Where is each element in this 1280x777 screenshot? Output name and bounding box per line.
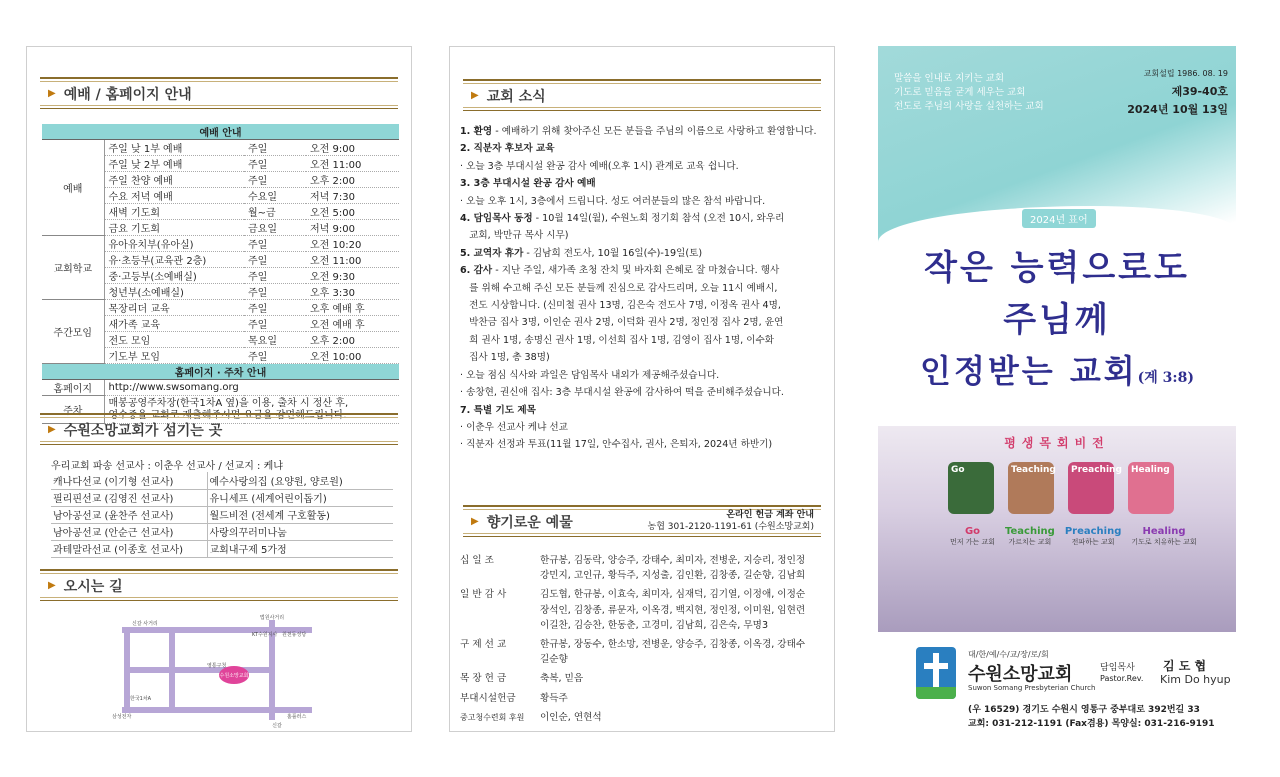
arrow-icon: ▶ [48, 424, 56, 435]
map-left-label: 삼성전자 [112, 714, 132, 720]
homepage-label: 홈페이지 [42, 380, 104, 396]
mission-cell: 캐나다선교 (이기형 선교사) [51, 472, 207, 489]
table-row [42, 236, 399, 252]
table-cell: 중·고등부(소예배실) [104, 268, 244, 284]
news-item [460, 245, 826, 262]
news-item [460, 436, 826, 453]
table-cell: 주일 [244, 172, 306, 188]
mission-cell: 필리핀선교 (김영진 선교사) [51, 489, 207, 506]
table-cell: 오전 11:00 [306, 156, 399, 172]
news-title: 교회 소식 [486, 88, 546, 105]
vision-card-label: Teaching [1011, 465, 1056, 475]
table-cell: 오전 9:30 [306, 268, 399, 284]
slogan-verse: (계 3:8) [1137, 370, 1194, 386]
offering-row [460, 587, 826, 633]
worship-section-header [40, 77, 398, 109]
news-item [460, 227, 826, 244]
news-text: - 예배하기 위해 찾아주신 모든 분들을 주님의 이름으로 사랑하고 환영합니다. [492, 126, 817, 137]
issue-info [1127, 68, 1228, 117]
news-item [460, 367, 826, 384]
table-cell: 수요일 [244, 188, 306, 204]
table-row [42, 300, 399, 316]
church-name: 수원소망교회 [968, 664, 1073, 685]
news-text: - 10월 14일(월), 수원노회 정기회 참석 (오전 10시, 와우리 [532, 213, 785, 225]
news-heading: 7. 특별 기도 제목 [460, 404, 536, 416]
news-heading: 1. 환영 [460, 126, 493, 137]
vision-sub [1005, 526, 1055, 547]
cover-panel [878, 46, 1236, 732]
founded-date: 교회설립 1986. 08. 19 [1143, 69, 1228, 78]
news-text: 박찬금 집사 3명, 이인순 권사 2명, 이덕화 권사 2명, 정인정 집사 2명, 윤연 [460, 317, 784, 329]
offering-line: 이길찬, 김승찬, 한동춘, 고경미, 김남희, 김은숙, 무명3 [540, 619, 769, 631]
vision-sub-en: Healing [1142, 526, 1186, 537]
church-address: (우 16529) 경기도 수원시 영통구 중부대로 392번길 33 [968, 705, 1200, 715]
offering-label: 중고청수련회 후원 [460, 712, 525, 722]
offering-line: 김도협, 한규봉, 이효숙, 최미자, 심재덕, 김기열, 이정애, 이정순 [540, 589, 806, 601]
news-text: 전도 시상합니다. (신미철 권사 13명, 김은숙 전도사 7명, 이정옥 권사 4명, [460, 300, 781, 312]
offering-label: 부대시설헌금 [460, 692, 516, 704]
news-text: · 직분자 선정과 투표(11월 17일, 안수집사, 권사, 은퇴자, 2024년 하반기) [460, 439, 773, 451]
offering-line: 한규봉, 김동락, 양승주, 강태수, 최미자, 전병운, 지승리, 정인정 [540, 555, 806, 566]
arrow-icon: ▶ [471, 516, 479, 527]
news-item [460, 175, 826, 192]
news-text: · 오늘 3층 부대시설 완공 감사 예배(오후 1시) 관계로 교육 쉽니다. [460, 160, 739, 172]
mission-table [51, 472, 393, 558]
news-item [460, 402, 826, 419]
worship-table [42, 124, 399, 424]
homepage-row [42, 380, 399, 396]
news-text: - 지난 주일, 새가족 초청 잔치 및 바자회 은혜로 잘 마쳤습니다. 행사 [492, 265, 780, 277]
map-center-label: 수원소망교회 [219, 673, 249, 679]
news-heading: 6. 감사 [460, 265, 493, 277]
table-cell: 목요일 [244, 332, 306, 348]
offering-row [460, 710, 826, 725]
table-cell: 오후 2:00 [306, 332, 399, 348]
offering-names [540, 710, 826, 725]
arrow-icon: ▶ [48, 580, 56, 591]
online-account-info [648, 509, 814, 533]
offering-names [540, 671, 826, 686]
news-item [460, 332, 826, 349]
table-cell: 주일 [244, 284, 306, 300]
worship-header: 예배 안내 [42, 124, 399, 140]
table-cell: 오전 5:00 [306, 204, 399, 220]
pastor-title: Pastor.Rev. [1100, 674, 1144, 683]
vision-title: 평생목회비전 [1004, 436, 1110, 450]
table-cell: 금요 기도회 [104, 220, 244, 236]
news-item [460, 158, 826, 175]
table-cell: 유·초등부(교육관 2층) [104, 252, 244, 268]
news-text: · 오늘 오후 1시, 3층에서 드립니다. 성도 여러분들의 많은 참석 바랍니다. [460, 195, 766, 207]
online-account: 농협 301-2120-1191-61 (수원소망교회) [647, 522, 814, 532]
slogan-line-3-text: 인정받는 교회 [920, 352, 1138, 390]
map-hy-label: 한국1차A [130, 696, 152, 702]
table-cell: 수요 저녁 예배 [104, 188, 244, 204]
map-topleft-label: 신갈 사거리 [132, 621, 158, 627]
mission-cell: 월드비전 (전세계 구호활동) [207, 506, 393, 523]
issue-date: 2024년 10월 13일 [1127, 103, 1228, 116]
offering-label: 일 반 감 사 [460, 589, 507, 601]
table-cell: 오후 3:30 [306, 284, 399, 300]
table-cell: 오전 예배 후 [306, 316, 399, 332]
table-cell: 오후 예배 후 [306, 300, 399, 316]
mission-cell: 유니세프 (세계어린이돕기) [207, 489, 393, 506]
news-text: 집사 1명, 총 38명) [460, 352, 550, 364]
offering-label: 구 제 선 교 [460, 639, 507, 651]
offering-line: 이인순, 연현석 [540, 711, 602, 723]
news-item [460, 280, 826, 297]
table-cell: 월~금 [244, 204, 306, 220]
offering-list [460, 553, 826, 729]
mission-cell: 사랑의꾸러미나눔 [207, 523, 393, 540]
table-cell: 주일 [244, 268, 306, 284]
mission-cell: 예수사랑의집 (요양원, 양로원) [207, 472, 393, 489]
table-cell: 주일 [244, 252, 306, 268]
offering-line: 한규봉, 장동수, 한소망, 전병운, 양승주, 김창종, 이옥경, 강태수 [540, 639, 806, 651]
offering-names [540, 691, 826, 706]
pastor-name-ko: 김 도 협 [1163, 659, 1207, 673]
offering-label: 십 일 조 [460, 555, 494, 566]
map-park-label: 원천동성당 [282, 632, 307, 638]
mission-row [51, 540, 393, 557]
parking-line: 매봉공영주차장(한국1차A 옆)을 이용, 출차 시 정산 후, [108, 397, 349, 409]
motto-line: 기도로 믿음을 굳게 세우는 교회 [894, 87, 1026, 98]
offering-line: 강민지, 고인규, 황득주, 지성출, 김인환, 김창종, 길순향, 김남희 [540, 570, 806, 582]
offering-names [540, 637, 826, 667]
worship-header-row [42, 124, 399, 140]
table-cell: 청년부(소예배실) [104, 284, 244, 300]
offering-names [540, 587, 826, 633]
news-text: - 김남희 전도사, 10월 16일(수)-19일(토) [523, 247, 703, 259]
vision-sub-ko: 전파하는 교회 [1071, 538, 1115, 546]
vision-image [878, 426, 1236, 632]
news-item [460, 210, 826, 227]
issue-number: 제39-40호 [1171, 85, 1228, 98]
table-cell: 유아유치부(유아실) [104, 236, 244, 252]
map-right-label: 홈플러스 [287, 714, 307, 720]
vision-sub-ko: 먼저 가는 교회 [950, 538, 996, 546]
table-cell: 목장리더 교육 [104, 300, 244, 316]
year-badge: 2024년 표어 [1022, 209, 1096, 228]
table-cell: 주일 낮 2부 예배 [104, 156, 244, 172]
news-list [460, 123, 826, 454]
table-cell: 주일 [244, 348, 306, 364]
mission-row [51, 489, 393, 506]
vision-sub-ko: 기도로 치유하는 교회 [1131, 538, 1197, 546]
online-title: 온라인 헌금 계좌 안내 [726, 510, 814, 520]
mission-row [51, 472, 393, 489]
mission-cell: 남아공선교 (안순근 선교사) [51, 523, 207, 540]
map-bottom-label: 신갈 [272, 723, 282, 729]
pastor-name-en: Kim Do hyup [1160, 673, 1231, 686]
offering-row [460, 637, 826, 667]
offering-title: 향기로운 예물 [486, 514, 573, 531]
table-cell: 주일 [244, 300, 306, 316]
table-cell: 오전 10:20 [306, 236, 399, 252]
parking-label: 주차 [42, 396, 104, 424]
arrow-icon: ▶ [48, 88, 56, 99]
vision-sub [1065, 526, 1122, 547]
news-heading: 3. 3층 부대시설 완공 감사 예배 [460, 178, 596, 190]
table-cell: 금요일 [244, 220, 306, 236]
map-top-label: 법원사거리 [259, 615, 285, 621]
mission-section-header [40, 413, 398, 445]
news-text: · 오늘 점심 식사와 과일은 담임목사 내외가 제공해주셨습니다. [460, 369, 720, 381]
vision-card [948, 462, 994, 514]
news-item [460, 384, 826, 401]
offering-line: 황득주 [540, 692, 568, 704]
offering-row [460, 671, 826, 686]
denomination: 대/한/예/수/교/장/로/회 [968, 650, 1049, 659]
homepage-url: http://www.swsomang.org [104, 380, 399, 396]
mission-cell: 교회내구제 5가정 [207, 540, 393, 557]
table-cell: 주일 [244, 140, 306, 156]
church-phone: 교회: 031-212-1191 (Fax겸용) 목양실: 031-216-9191 [968, 719, 1215, 729]
vision-sub-en: Teaching [1005, 526, 1055, 537]
news-text: 를 위해 수고해 주신 모든 분들께 진심으로 감사드리며, 오늘 11시 예배시, [460, 282, 778, 294]
map-mid-label: 영통구청 [207, 663, 227, 669]
vision-sub-ko: 가르치는 교회 [1008, 538, 1052, 546]
news-item [460, 123, 826, 140]
vision-card [1008, 462, 1054, 514]
offering-row [460, 691, 826, 706]
slogan-line-1: 작은 능력으로도 [924, 248, 1190, 288]
table-cell: 오전 11:00 [306, 252, 399, 268]
map-section-header [40, 569, 398, 601]
mission-title: 수원소망교회가 섬기는 곳 [63, 422, 223, 439]
location-map [112, 615, 332, 729]
offering-line: 장석인, 김창종, 류문자, 이옥경, 백지현, 정인정, 이미원, 임현련 [540, 604, 806, 616]
group-label: 주간모임 [42, 300, 104, 364]
table-cell: 저녁 7:30 [306, 188, 399, 204]
home-header-row [42, 364, 399, 380]
news-item [460, 349, 826, 366]
slogan-line-3 [878, 346, 1236, 392]
mission-row [51, 506, 393, 523]
vision-card-label: Healing [1131, 465, 1170, 475]
vision-sub-en: Preaching [1064, 526, 1122, 537]
vision-card-label: Preaching [1071, 465, 1122, 475]
news-item [460, 314, 826, 331]
table-row [42, 140, 399, 156]
offering-line: 길순향 [540, 654, 568, 666]
vision-card [1068, 462, 1122, 514]
table-cell: 주일 [244, 156, 306, 172]
motto-line: 말씀을 인내로 지키는 교회 [894, 73, 1005, 84]
news-heading: 5. 교역자 휴가 [460, 247, 524, 259]
motto-line: 전도로 주님의 사랑을 실천하는 교회 [894, 101, 1044, 112]
mission-intro: 우리교회 파송 선교사 : 이춘우 선교사 / 선교지 : 케냐 [51, 461, 283, 472]
table-cell: 주일 낮 1부 예배 [104, 140, 244, 156]
vision-sub [950, 526, 995, 547]
news-item [460, 140, 826, 157]
table-cell: 전도 모임 [104, 332, 244, 348]
news-text: · 이춘우 선교사 케냐 선교 [460, 421, 568, 433]
news-heading: 4. 담임목사 동정 [460, 213, 533, 225]
vision-sub [1131, 526, 1196, 547]
offering-names [540, 553, 826, 583]
news-item [460, 262, 826, 279]
middle-panel [449, 46, 835, 732]
slogan-line-2: 주님께 [1003, 300, 1111, 340]
table-cell: 오전 10:00 [306, 348, 399, 364]
vision-cards [948, 462, 1174, 514]
table-cell: 오전 9:00 [306, 140, 399, 156]
table-cell: 주일 찬양 예배 [104, 172, 244, 188]
map-kt-label: KT수원지사 [252, 632, 278, 638]
news-section-header [463, 79, 821, 111]
left-panel [26, 46, 412, 732]
news-text: 희 권사 1명, 송명신 권사 1명, 이선희 집사 1명, 김영이 집사 1명, 이수화 [460, 334, 775, 346]
mission-row [51, 523, 393, 540]
news-text: · 송창현, 권신애 집사: 3층 부대시설 완공에 감사하여 떡을 준비해주셨습니다. [460, 387, 784, 399]
table-cell: 기도부 모임 [104, 348, 244, 364]
news-item [460, 419, 826, 436]
table-cell: 오후 2:00 [306, 172, 399, 188]
offering-label: 목 장 헌 금 [460, 673, 507, 685]
table-cell: 주일 [244, 316, 306, 332]
pastor-label: 담임목사 [1100, 663, 1135, 673]
news-item [460, 193, 826, 210]
group-label: 예배 [42, 140, 104, 236]
mission-cell: 과테말라선교 (이종호 선교사) [51, 540, 207, 557]
news-item [460, 297, 826, 314]
table-cell: 새가족 교육 [104, 316, 244, 332]
offering-row [460, 553, 826, 583]
news-text: 교회, 박만규 목사 시무) [460, 230, 569, 242]
mission-cell: 남아공선교 (윤찬주 선교사) [51, 506, 207, 523]
church-name-en: Suwon Somang Presbyterian Church [968, 684, 1096, 692]
vision-sub-en: Go [964, 526, 981, 537]
vision-subtitles [950, 526, 1197, 547]
map-title: 오시는 길 [63, 578, 123, 595]
church-motto [894, 72, 1044, 114]
parking-line: 영수증을 교회로 제출해주시면 요금을 감면해드립니다. [108, 409, 347, 421]
church-logo [916, 647, 956, 699]
vision-card-label: Go [951, 465, 965, 475]
vision-card [1128, 462, 1174, 514]
table-cell: 새벽 기도회 [104, 204, 244, 220]
news-heading: 2. 직분자 후보자 교육 [460, 143, 555, 155]
offering-line: 축복, 믿음 [540, 673, 584, 685]
home-header: 홈페이지 · 주차 안내 [42, 364, 399, 380]
arrow-icon: ▶ [471, 90, 479, 101]
table-cell: 주일 [244, 236, 306, 252]
group-label: 교회학교 [42, 236, 104, 300]
worship-title: 예배 / 홈페이지 안내 [63, 86, 192, 103]
table-cell: 저녁 9:00 [306, 220, 399, 236]
